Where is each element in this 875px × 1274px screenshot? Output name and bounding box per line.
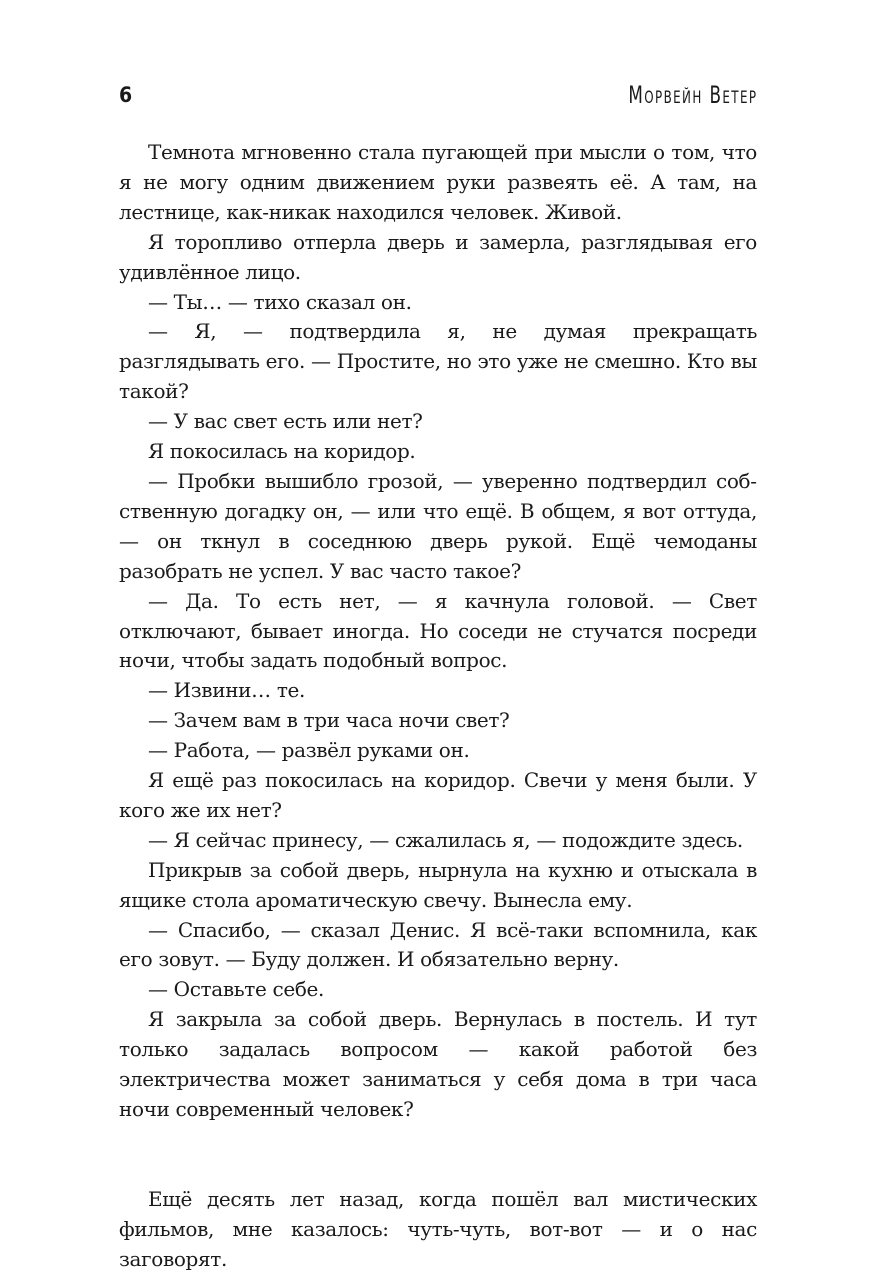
paragraph: — Зачем вам в три часа ночи свет? — [148, 708, 510, 733]
paragraph: — Спасибо, — сказал Денис. Я всё-таки вспомнила, как его зовут. — Буду должен. И обязательно верну. — [119, 917, 757, 972]
paragraph: Ещё десять лет назад, когда пошёл вал мистических фильмов, мне казалось: чуть-чуть, вот-вот — и о нас заговорят. — [119, 1186, 757, 1271]
paragraph: — Пробки вышибло грозой, — уверенно подтвердил собственную догадку он, — или что ещё. В общем, я вот оттуда, — он ткнул в соседнюю дверь рукой. Ещё чемоданы разобрать не успел. У вас часто такое? — [119, 468, 757, 583]
paragraph: — У вас свет есть или нет? — [148, 409, 423, 434]
paragraph: — Извини… те. — [148, 678, 306, 703]
section-break — [119, 1125, 757, 1185]
paragraph: Я торопливо отперла дверь и замерла, разглядывая его удивлённое лицо. — [119, 229, 757, 284]
paragraph: — Оставьте себе. — [148, 977, 325, 1002]
paragraph: Я ещё раз покосилась на коридор. Свечи у меня были. У кого же их нет? — [119, 768, 757, 822]
paragraph: — Работа, — развёл руками он. — [148, 738, 470, 763]
page-number: 6 — [119, 83, 133, 107]
paragraph: Прикрыв за собой дверь, нырнула на кухню и отыскала в ящике стола ароматическую свечу. Вынесла ему. — [119, 857, 757, 912]
paragraph: Я закрыла за собой дверь. Вернулась в постель. И тут только задалась вопросом — какой работой без электричества может заниматься у себя дома в три часа ночи современный человек? — [119, 1007, 757, 1121]
paragraph: — Я, — подтвердила я, не думая прекращать разглядывать его. — Простите, но это уже не смешно. Кто вы такой? — [119, 319, 757, 404]
paragraph: Темнота мгновенно стала пугающей при мысли о том, что я не могу одним движением руки развеять её. А там, на лестнице, как-никак находился человек. Живой. — [119, 140, 757, 224]
page-header — [119, 80, 757, 110]
text-body — [119, 138, 757, 1274]
paragraph: — Да. То есть нет, — я качнула головой. — Свет отключают, бывает иногда. Но соседи не стучатся посреди ночи, чтобы задать подобный вопрос. — [119, 588, 757, 673]
paragraph: — Я сейчас принесу, — сжалилась я, — подождите здесь. — [148, 827, 743, 852]
paragraph: — Ты… — тихо сказал он. — [148, 289, 412, 314]
running-title: Морвейн Ветер — [627, 81, 757, 109]
paragraph: Я покосилась на коридор. — [148, 439, 416, 464]
